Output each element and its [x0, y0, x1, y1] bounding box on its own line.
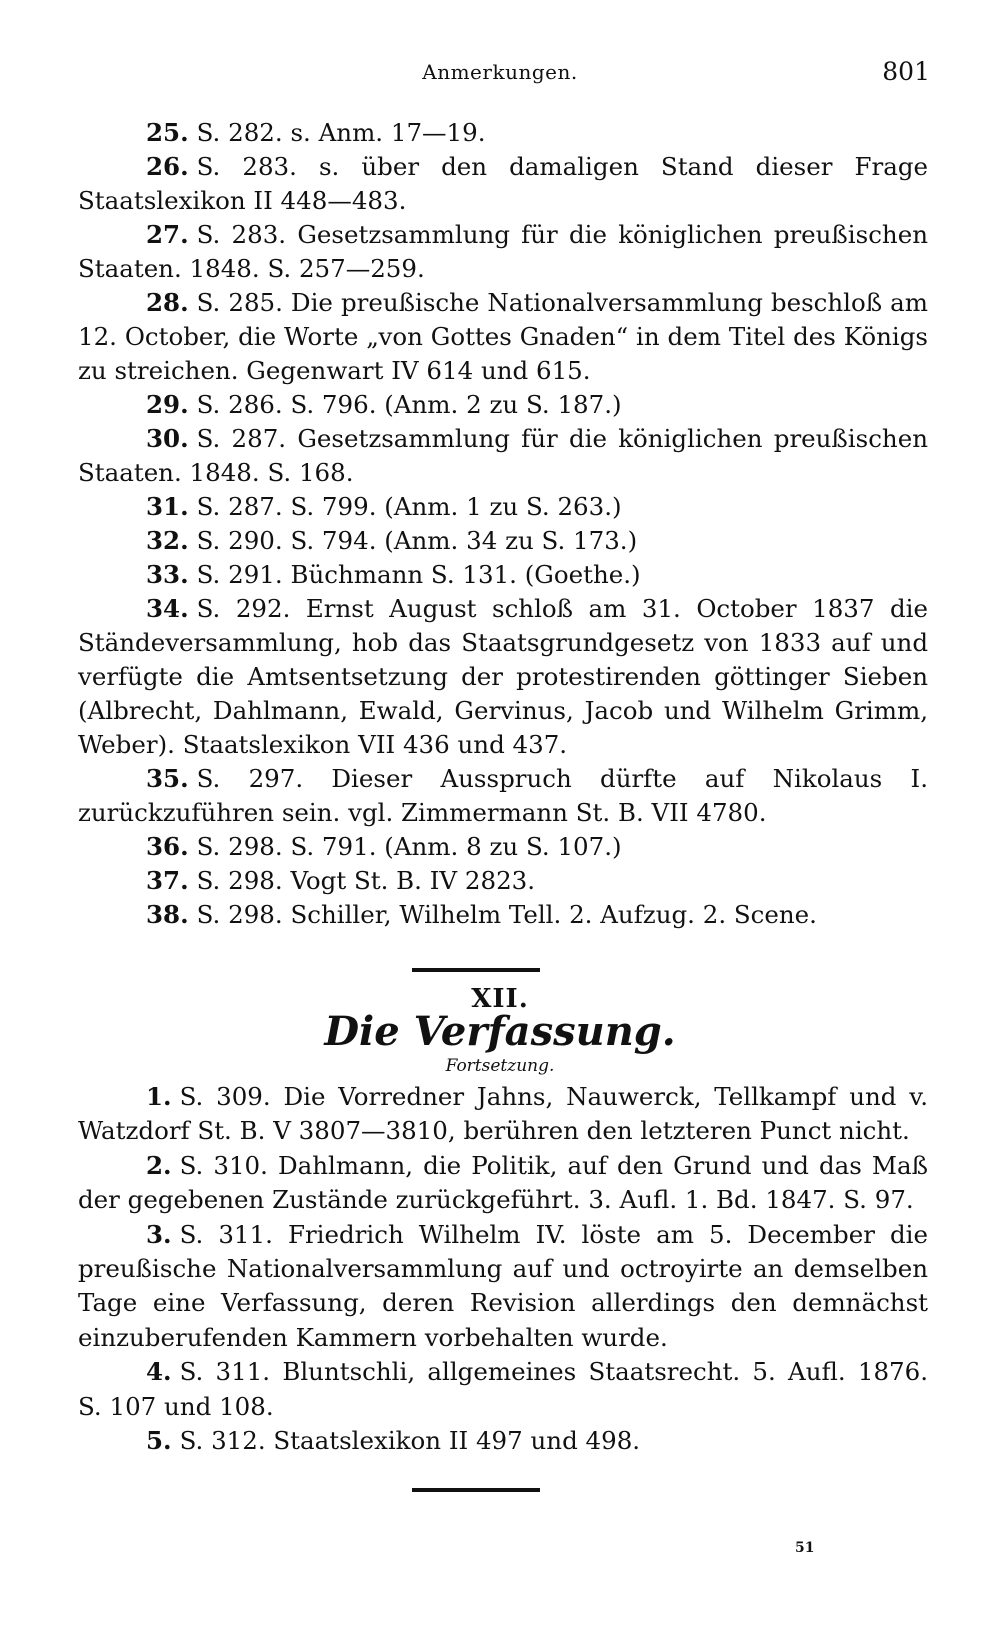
footnote-text: S. 283. Gesetzsammlung für die königlichen preußischen Staaten. 1848. S. 257—259. — [78, 220, 928, 283]
footnote — [78, 1424, 928, 1458]
footnote-number: 1. — [146, 1082, 172, 1111]
footnote — [78, 592, 928, 762]
footnote-number: 2. — [146, 1150, 172, 1180]
page-number: 801 — [882, 57, 930, 86]
end-rule — [412, 1488, 540, 1492]
footnote-number: 3. — [146, 1219, 172, 1249]
footnote — [78, 898, 928, 932]
footnote — [78, 524, 928, 558]
footnote-text: S. 298. S. 791. (Anm. 8 zu S. 107.) — [196, 832, 622, 861]
footnote — [78, 558, 928, 592]
footnote — [78, 116, 928, 150]
footnote-number: 27. — [146, 220, 189, 249]
printer-signature: 51 — [795, 1540, 815, 1556]
footnote — [78, 286, 928, 388]
footnote-number: 29. — [146, 390, 189, 419]
footnote — [78, 830, 928, 864]
footnote-text: S. 287. S. 799. (Anm. 1 zu S. 263.) — [196, 492, 622, 521]
footnote — [78, 1149, 928, 1218]
footnote — [78, 422, 928, 490]
footnote-number: 38. — [146, 900, 189, 929]
footnote-number: 30. — [146, 424, 189, 453]
footnote-number: 31. — [146, 492, 189, 521]
notes-list-section — [78, 1080, 928, 1458]
footnote — [78, 490, 928, 524]
footnote-text: S. 287. Gesetzsammlung für die königlichen preußischen Staaten. 1848. S. 168. — [78, 424, 928, 487]
footnote-text: S. 291. Büchmann S. 131. (Goethe.) — [196, 560, 641, 589]
footnote — [78, 1080, 928, 1149]
footnote-number: 33. — [146, 560, 189, 589]
footnote — [78, 864, 928, 898]
running-head-title: Anmerkungen. — [422, 60, 578, 84]
footnote-number: 26. — [146, 152, 189, 181]
footnote-text: S. 311. Bluntschli, allgemeines Staatsrecht. 5. Aufl. 1876. S. 107 und 108. — [78, 1357, 928, 1421]
section-divider-rule — [412, 968, 540, 972]
footnote — [78, 1218, 928, 1356]
footnote-number: 4. — [146, 1357, 172, 1387]
footnote — [78, 388, 928, 422]
footnote-text: S. 282. s. Anm. 17—19. — [196, 118, 486, 147]
footnote-number: 35. — [146, 764, 189, 793]
section-title: Die Verfassung. — [324, 1008, 676, 1055]
footnote-text: S. 285. Die preußische Nationalversammlung beschloß am 12. October, die Worte „von Gottes Gnaden“ in dem Titel des Königs zu streichen. Gegenwart IV 614 und 615. — [78, 288, 928, 385]
footnote-number: 36. — [146, 832, 189, 861]
running-head — [0, 57, 1000, 94]
footnote-text: S. 292. Ernst August schloß am 31. October 1837 die Ständeversammlung, hob das Staatsgrundgesetz von 1833 auf und verfügte die Amtsentsetzung der protestirenden göttinger Sieben (Albrecht, Dahlmann, Ewald, Gervinus, Jacob und Wilhelm Grimm, Weber). Staatslexikon VII 436 und 437. — [78, 594, 928, 759]
footnote-number: 32. — [146, 526, 189, 555]
footnote-text: S. 311. Friedrich Wilhelm IV. löste am 5. December die preußische Nationalversammlung auf und octroyirte an demselben Tage eine Verfassung, deren Revision allerdings den demnächst einzuberufenden Kammern vorbehalten wurde. — [78, 1219, 928, 1352]
footnote — [78, 762, 928, 830]
footnote-number: 34. — [146, 594, 189, 623]
notes-list-continued — [78, 116, 928, 932]
footnote-text: S. 286. S. 796. (Anm. 2 zu S. 187.) — [196, 390, 622, 419]
footnote-text: S. 298. Vogt St. B. IV 2823. — [196, 866, 536, 895]
footnote — [78, 1355, 928, 1424]
footnote-number: 5. — [146, 1426, 172, 1456]
footnote-text: S. 290. S. 794. (Anm. 34 zu S. 173.) — [196, 526, 638, 555]
footnote-number: 28. — [146, 288, 189, 317]
footnote-number: 25. — [146, 118, 189, 147]
section-subtitle: Fortsetzung. — [445, 1056, 555, 1076]
footnote-number: 37. — [146, 866, 189, 895]
footnote-text: S. 298. Schiller, Wilhelm Tell. 2. Aufzug. 2. Scene. — [196, 900, 817, 929]
footnote — [78, 150, 928, 218]
footnote-text: S. 297. Dieser Ausspruch dürfte auf Nikolaus I. zurückzuführen sein. vgl. Zimmermann St. B. VII 4780. — [78, 764, 928, 827]
section-numeral: XII. — [471, 984, 529, 1014]
footnote — [78, 218, 928, 286]
footnote-text: S. 312. Staatslexikon II 497 und 498. — [179, 1426, 641, 1456]
footnote-text: S. 283. s. über den damaligen Stand dieser Frage Staatslexikon II 448—483. — [78, 152, 928, 215]
footnote-text: S. 310. Dahlmann, die Politik, auf den Grund und das Maß der gegebenen Zustände zurückgeführt. 3. Aufl. 1. Bd. 1847. S. 97. — [78, 1150, 928, 1215]
footnote-text: S. 309. Die Vorredner Jahns, Nauwerck, Tellkampf und v. Watzdorf St. B. V 3807—3810, berühren den letzteren Punct nicht. — [78, 1082, 928, 1146]
